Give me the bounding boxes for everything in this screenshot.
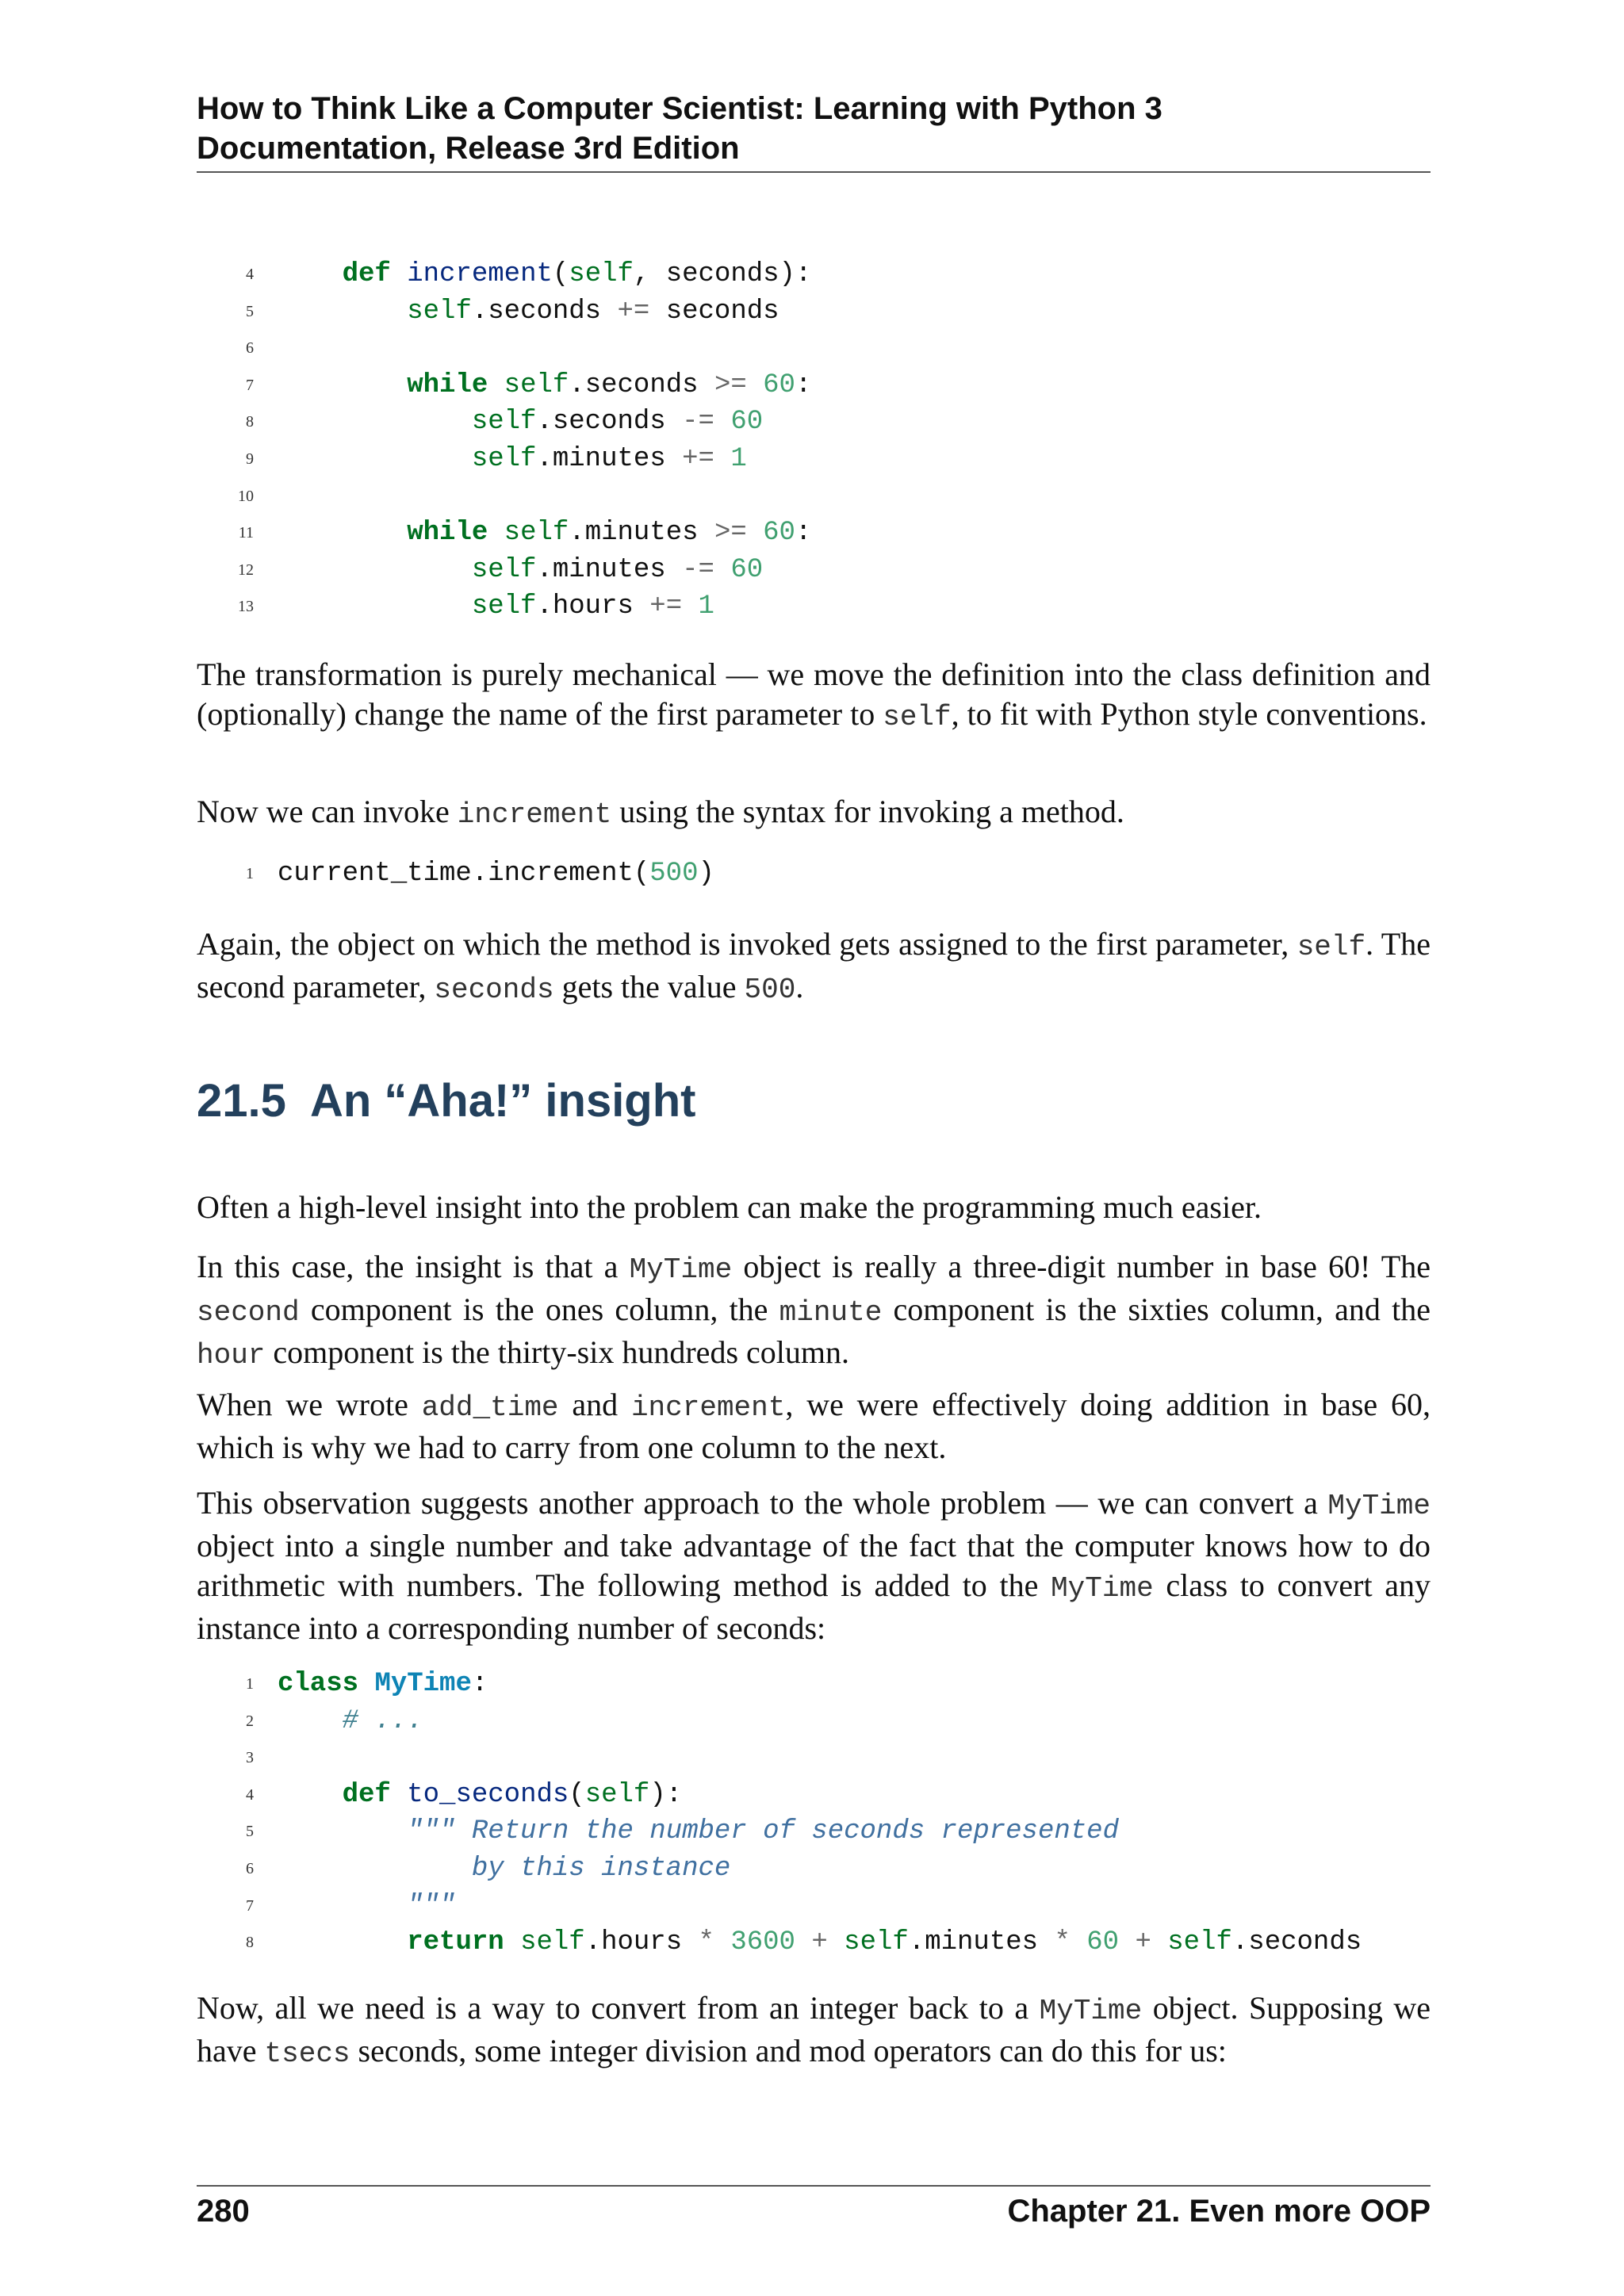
code-line (197, 256, 1481, 293)
code-line (197, 1924, 1481, 1961)
paragraph-invoke (197, 792, 1431, 835)
paragraph-observation (197, 1483, 1431, 1648)
code-line (197, 1888, 1481, 1925)
inline-code: MyTime (1327, 1490, 1431, 1522)
line-number: 10 (238, 487, 254, 505)
text: When we wrote (197, 1387, 422, 1422)
line-number: 9 (246, 450, 254, 468)
code-text: self.seconds += seconds (407, 296, 779, 327)
header-line-1: How to Think Like a Computer Scientist: Learning with Python 3 (197, 91, 1162, 126)
line-number: 5 (246, 302, 254, 320)
paragraph-now (197, 1988, 1431, 2074)
line-number: 6 (246, 1859, 254, 1877)
inline-code: seconds (434, 974, 554, 1006)
footer-rule (197, 2185, 1431, 2187)
inline-code: increment (457, 798, 612, 831)
line-number: 3 (246, 1749, 254, 1767)
code-line (197, 1813, 1481, 1850)
code-text: def to_seconds(self): (342, 1779, 683, 1810)
code-line (197, 367, 1481, 404)
paragraph-wrote (197, 1385, 1431, 1468)
code-block-invoke (197, 855, 1481, 893)
inline-code: tsecs (264, 2038, 350, 2070)
code-text: current_time.increment(500) (278, 859, 714, 889)
code-block-increment (197, 256, 1481, 626)
line-number: 13 (238, 598, 254, 616)
running-header (197, 89, 1431, 173)
inline-code: MyTime (1039, 1995, 1143, 2027)
code-line (197, 478, 1481, 515)
line-number: 6 (246, 339, 254, 358)
code-text: by this instance (278, 1853, 731, 1884)
line-number: 1 (246, 865, 254, 882)
code-text: return self.hours * 3600 + self.minutes * 60 + self.seconds (407, 1927, 1362, 1958)
paragraph-transformation (197, 655, 1431, 737)
inline-code: hour (197, 1339, 266, 1372)
chapter-title: Chapter 21. Even more OOP (1007, 2194, 1431, 2229)
section-heading (197, 1074, 695, 1127)
text: object is really a three-digit number in base 60! The (732, 1249, 1431, 1284)
inline-code: increment (630, 1391, 786, 1424)
code-text: while self.seconds >= 60: (407, 369, 812, 400)
line-number: 4 (246, 1785, 254, 1804)
paragraph-again (197, 924, 1431, 1010)
text: class to convert any instance into a corresponding number of seconds: (197, 1567, 1431, 1646)
section-title: An “Aha!” insight (309, 1075, 696, 1127)
inline-code: self (1297, 931, 1366, 963)
code-text: """ Return the number of seconds represented (407, 1816, 1119, 1847)
line-number: 11 (238, 524, 254, 542)
code-line (197, 552, 1481, 589)
line-number: 7 (246, 1896, 254, 1915)
code-block-to-seconds (197, 1666, 1481, 1961)
code-line (197, 293, 1481, 331)
header-line-2: Documentation, Release 3rd Edition (197, 131, 740, 166)
paragraph-often (197, 1188, 1431, 1227)
code-line (197, 515, 1481, 552)
code-line (197, 441, 1481, 478)
text: . The second parameter, (197, 926, 1431, 1004)
text: The transformation is purely mechanical — we move the definition into the class definition and (optionally) change the name of the first parameter to (197, 656, 1431, 732)
code-line (197, 588, 1481, 626)
code-text: self.hours += 1 (471, 591, 714, 622)
line-number: 12 (238, 561, 254, 579)
text: , we were effectively doing addition in base 60, which is why we had to carry from one column to the next. (197, 1387, 1431, 1465)
text: This observation suggests another approach to the whole problem — we can convert a (197, 1485, 1328, 1521)
code-line (197, 1777, 1481, 1814)
text: Now we can invoke (197, 794, 458, 829)
code-text: self.minutes += 1 (471, 443, 747, 474)
code-text: """ (278, 1890, 456, 1921)
inline-code: self (883, 701, 952, 733)
text: object into a single number and take advantage of the fact that the computer knows how to do arithmetic with numbers. The following method is added to the (197, 1528, 1431, 1603)
text: seconds, some integer division and mod operators can do this for us: (350, 2033, 1227, 2068)
text: using the syntax for invoking a method. (611, 794, 1124, 829)
paragraph-insight (197, 1247, 1431, 1376)
text: , to fit with Python style conventions. (951, 696, 1427, 732)
line-number: 8 (246, 413, 254, 431)
code-text: while self.minutes >= 60: (407, 518, 812, 549)
text: gets the value (553, 969, 745, 1004)
inline-code: add_time (421, 1391, 559, 1424)
inline-code: minute (779, 1296, 883, 1329)
text: component is the ones column, the (299, 1292, 779, 1327)
text: Now, all we need is a way to convert from an integer back to a (197, 1990, 1040, 2026)
text: In this case, the insight is that a (197, 1249, 630, 1284)
code-line (197, 1850, 1481, 1888)
text: and (558, 1387, 631, 1422)
code-text: self.minutes -= 60 (471, 554, 764, 585)
text: Often a high-level insight into the problem can make the programming much easier. (197, 1189, 1262, 1225)
line-number: 8 (246, 1934, 254, 1952)
text: Again, the object on which the method is invoked gets assigned to the first parameter, (197, 926, 1297, 962)
line-number: 2 (246, 1712, 254, 1730)
code-text: class MyTime: (278, 1669, 488, 1699)
line-number: 7 (246, 376, 254, 394)
code-line (197, 404, 1481, 441)
code-line (197, 330, 1481, 367)
code-text: self.seconds -= 60 (471, 407, 764, 438)
code-line (197, 1739, 1481, 1777)
page-footer (197, 2191, 1431, 2231)
code-line (197, 1666, 1481, 1703)
code-line (197, 855, 1481, 893)
page-number: 280 (197, 2194, 250, 2229)
text: . (795, 969, 804, 1004)
code-text: # ... (342, 1705, 423, 1736)
inline-code: MyTime (1051, 1572, 1154, 1605)
line-number: 1 (246, 1675, 254, 1693)
text: object. Supposing we have (197, 1990, 1431, 2068)
inline-code: 500 (744, 974, 796, 1006)
line-number: 4 (246, 266, 254, 283)
text: component is the sixties column, and the (882, 1292, 1431, 1327)
code-text: def increment(self, seconds): (342, 259, 812, 289)
inline-code: MyTime (629, 1253, 733, 1286)
line-number: 5 (246, 1823, 254, 1841)
code-line (197, 1703, 1481, 1740)
inline-code: second (197, 1296, 300, 1329)
section-number: 21.5 (197, 1075, 286, 1127)
text: component is the thirty-six hundreds column. (265, 1334, 849, 1370)
